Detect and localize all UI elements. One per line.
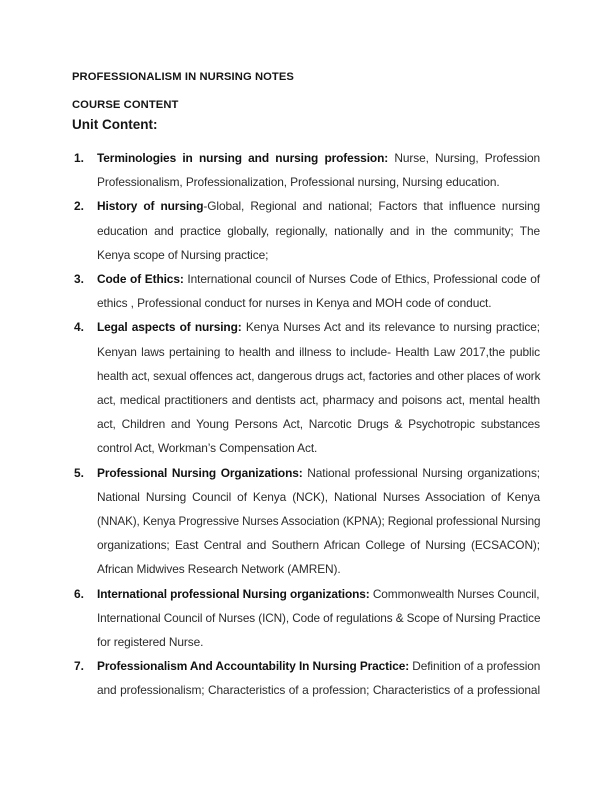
text-line (97, 219, 540, 243)
text-line (97, 509, 541, 533)
line-text: education and practice globally, regionally, nationally and in the community; The (97, 223, 540, 238)
item-text (97, 194, 540, 267)
text-line (97, 461, 540, 485)
line-text: ethics , Professional conduct for nurses in Kenya and MOH code of conduct. (97, 296, 492, 311)
list-item (72, 194, 540, 267)
item-number: 7. (74, 659, 84, 674)
text-line (97, 654, 539, 678)
line-text: organizations; East Central and Southern African College of Nursing (ECSACON); (97, 538, 540, 553)
item-text (97, 654, 540, 702)
line-text: National professional Nursing organizations; (302, 465, 540, 480)
item-text (97, 315, 540, 460)
list-item (72, 654, 540, 702)
item-text (97, 461, 540, 582)
text-line (97, 485, 540, 509)
item-topic: International professional Nursing organizations: (97, 586, 370, 601)
item-topic: History of nursing (97, 199, 204, 214)
text-line (97, 170, 540, 194)
line-text: Commonwealth Nurses Council, (369, 586, 540, 601)
course-content-heading: COURSE CONTENT (72, 99, 179, 111)
text-line (97, 315, 540, 339)
item-number: 5. (74, 465, 84, 480)
line-text: act, Children and Young Persons Act, Narcotic Drugs & Psychotropic substances (97, 417, 540, 432)
item-number: 3. (74, 272, 84, 287)
item-text (97, 146, 540, 194)
text-line (97, 340, 540, 364)
text-line (97, 557, 540, 581)
text-line (97, 194, 540, 218)
text-line (97, 267, 540, 291)
text-line (97, 388, 540, 412)
list-item (72, 146, 540, 194)
list-item (72, 267, 540, 315)
line-text: Kenya scope of Nursing practice; (97, 247, 269, 262)
text-line (97, 436, 540, 460)
line-text: act, medical practitioners and dentists act, pharmacy and poisons act, mental health (97, 393, 540, 408)
line-text: National Nursing Council of Kenya (NCK), National Nurses Association of Kenya (97, 489, 540, 504)
list-item (72, 315, 540, 460)
item-text (97, 582, 540, 655)
line-text: Nurse, Nursing, Profession (388, 151, 540, 165)
text-line (97, 364, 541, 388)
document-body (72, 69, 540, 703)
item-topic: Legal aspects of nursing: (97, 320, 242, 335)
text-line (97, 291, 540, 315)
line-text: International Council of Nurses (ICN), Code of regulations & Scope of Nursing Practice (97, 610, 541, 625)
list-item (72, 582, 540, 655)
item-text (97, 267, 540, 315)
line-text: and professionalism; Characteristics of a profession; Characteristics of a professional (97, 683, 540, 698)
line-text: for registered Nurse. (97, 635, 204, 650)
line-text: health act, sexual offences act, dangerous drugs act, factories and other places of work (97, 368, 541, 383)
line-text: Professionalism, Professionalization, Professional nursing, Nursing education. (97, 175, 500, 190)
line-text: Kenyan laws pertaining to health and illness to include- Health Law 2017,the public (97, 344, 540, 359)
line-text: Kenya Nurses Act and its relevance to nursing practice; (241, 320, 540, 335)
item-topic: Terminologies in nursing and nursing profession: (97, 151, 389, 165)
item-topic: Professional Nursing Organizations: (97, 465, 303, 480)
document-title: PROFESSIONALISM IN NURSING NOTES (72, 71, 294, 83)
unit-content-list (72, 146, 540, 703)
item-number: 1. (74, 151, 84, 165)
item-number: 6. (74, 586, 84, 601)
text-line (97, 146, 540, 170)
line-text: International council of Nurses Code of Ethics, Professional code of (183, 272, 540, 287)
text-line (97, 243, 540, 267)
line-text: control Act, Workman’s Compensation Act. (97, 441, 318, 456)
text-line (97, 678, 540, 702)
text-line (97, 533, 540, 557)
text-line (97, 630, 540, 654)
list-item (72, 461, 540, 582)
line-text: Definition of a profession (409, 659, 541, 674)
item-number: 2. (74, 199, 84, 214)
item-number: 4. (74, 320, 84, 335)
line-text: (NNAK), Kenya Progressive Nurses Association (KPNA); Regional professional Nursing (97, 514, 541, 529)
unit-content-heading: Unit Content: (72, 117, 158, 132)
text-line (97, 582, 539, 606)
item-topic: Professionalism And Accountability In Nursing Practice: (97, 659, 410, 674)
text-line (97, 606, 541, 630)
text-line (97, 412, 540, 436)
line-text: -Global, Regional and national; Factors that influence nursing (203, 199, 540, 214)
item-topic: Code of Ethics: (97, 272, 184, 287)
line-text: African Midwives Research Network (AMREN). (97, 562, 341, 577)
